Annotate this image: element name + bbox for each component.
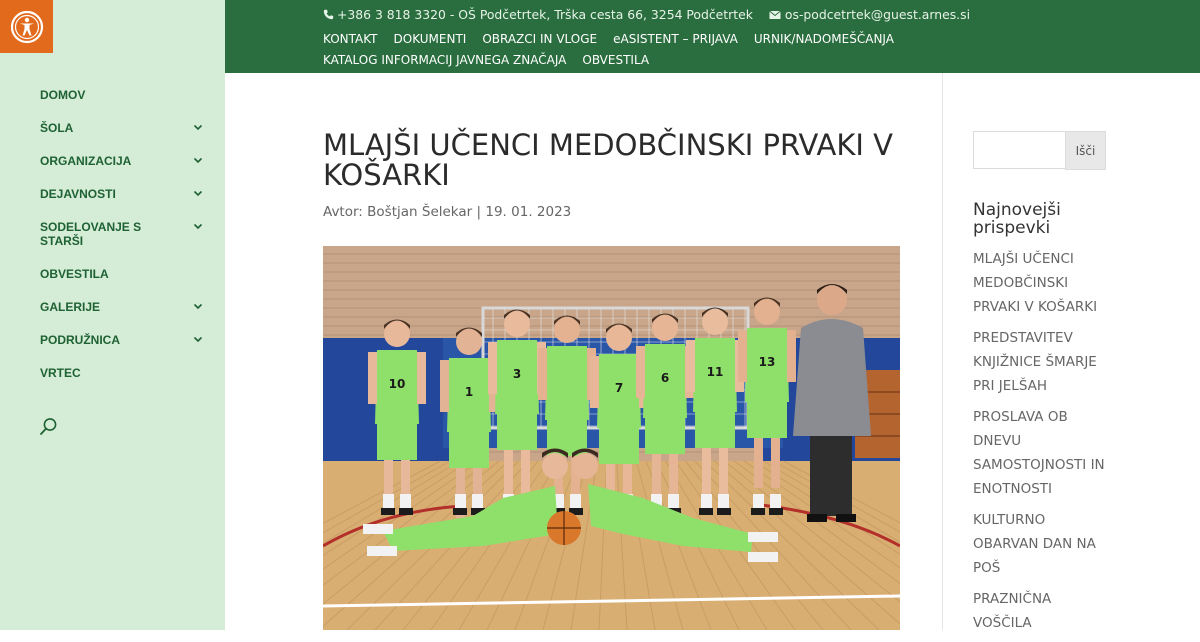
top-nav — [323, 29, 963, 71]
contact-email[interactable]: os-podcetrtek@guest.arnes.si — [784, 7, 971, 22]
sidebar-item[interactable] — [40, 300, 155, 314]
post-meta — [323, 204, 571, 220]
sidebar-item-label: GALERIJE — [40, 300, 101, 314]
sidebar-item[interactable] — [40, 121, 155, 135]
sidebar — [0, 0, 225, 630]
widget-search-button[interactable]: Išči — [1065, 131, 1106, 170]
top-nav-link[interactable]: OBVESTILA — [582, 53, 650, 67]
recent-post-link[interactable]: KULTURNO OBARVAN DAN NA POŠ — [973, 512, 1096, 576]
top-nav-link[interactable]: OBRAZCI IN VLOGE — [482, 32, 598, 46]
jersey-number: 13 — [758, 355, 776, 369]
chevron-down-icon[interactable] — [192, 154, 204, 168]
jersey-number: 3 — [512, 367, 522, 381]
top-nav-link[interactable]: KONTAKT — [323, 32, 378, 46]
author-link[interactable]: Boštjan Šelekar — [367, 204, 473, 220]
sidebar-item-label: VRTEC — [40, 366, 81, 380]
recent-post-link[interactable]: PREDSTAVITEV KNJIŽNICE ŠMARJE PRI JELŠAH — [973, 330, 1097, 394]
chevron-down-icon[interactable] — [192, 121, 204, 135]
top-bar — [225, 0, 1200, 73]
sidebar-item-label: ORGANIZACIJA — [40, 154, 132, 168]
recent-post-link[interactable]: PROSLAVA OB DNEVU SAMOSTOJNOSTI IN ENOTNOSTI — [973, 409, 1105, 497]
sidebar-item-label: ŠOLA — [40, 121, 74, 135]
column-divider — [942, 73, 943, 630]
accessibility-button[interactable] — [0, 0, 53, 53]
recent-post-link[interactable]: MLAJŠI UČENCI MEDOBČINSKI PRVAKI V KOŠARKI — [973, 251, 1098, 315]
meta-separator: | — [476, 204, 482, 220]
author-prefix: Avtor: — [323, 204, 363, 220]
recent-posts-list — [973, 247, 1113, 642]
sidebar-item[interactable] — [40, 154, 155, 168]
chevron-down-icon[interactable] — [192, 187, 204, 201]
sidebar-item-label: SODELOVANJE S STARŠI — [40, 220, 142, 248]
phone-icon — [323, 9, 334, 20]
post-title: MLAJŠI UČENCI MEDOBČINSKI PRVAKI V KOŠARKI — [323, 128, 894, 192]
sidebar-item[interactable] — [40, 267, 155, 281]
sidebar-item[interactable] — [40, 187, 155, 201]
top-nav-link[interactable]: URNIK/NADOMEŠČANJA — [753, 32, 894, 46]
contact-info — [323, 7, 970, 22]
top-nav-link[interactable]: eASISTENT – PRIJAVA — [613, 32, 738, 46]
sidebar-item-label: PODRUŽNICA — [40, 333, 120, 347]
team-photo — [323, 246, 900, 630]
jersey-number: 10 — [388, 377, 406, 391]
widget-search-input[interactable] — [973, 131, 1065, 169]
sidebar-item-label: OBVESTILA — [40, 267, 109, 281]
top-nav-link[interactable]: KATALOG INFORMACIJ JAVNEGA ZNAČAJA — [323, 53, 567, 67]
chevron-down-icon[interactable] — [192, 300, 204, 314]
chevron-down-icon[interactable] — [192, 220, 204, 234]
jersey-number: 6 — [660, 371, 670, 385]
sidebar-item-label: DOMOV — [40, 88, 86, 102]
email-icon — [769, 10, 781, 20]
sidebar-item[interactable] — [40, 220, 155, 248]
sidebar-item[interactable] — [40, 333, 155, 347]
sidebar-item[interactable] — [40, 366, 155, 380]
contact-phone: +386 3 818 3320 - OŠ Podčetrtek, Trška cesta 66, 3254 Podčetrtek — [337, 7, 753, 22]
jersey-number: 1 — [464, 385, 474, 399]
top-nav-link[interactable]: DOKUMENTI — [393, 32, 467, 46]
recent-posts-title: Najnovejši prispevki — [973, 200, 1061, 238]
recent-post-link[interactable]: PRAZNIČNA VOŠČILA — [973, 591, 1052, 631]
search-icon[interactable] — [39, 417, 59, 437]
jersey-number: 11 — [706, 365, 724, 379]
post-date: 19. 01. 2023 — [485, 204, 572, 220]
jersey-number: 7 — [614, 381, 624, 395]
sidebar-item-label: DEJAVNOSTI — [40, 187, 116, 201]
chevron-down-icon[interactable] — [192, 333, 204, 347]
accessibility-icon — [10, 10, 44, 44]
sidebar-item[interactable] — [40, 88, 155, 102]
